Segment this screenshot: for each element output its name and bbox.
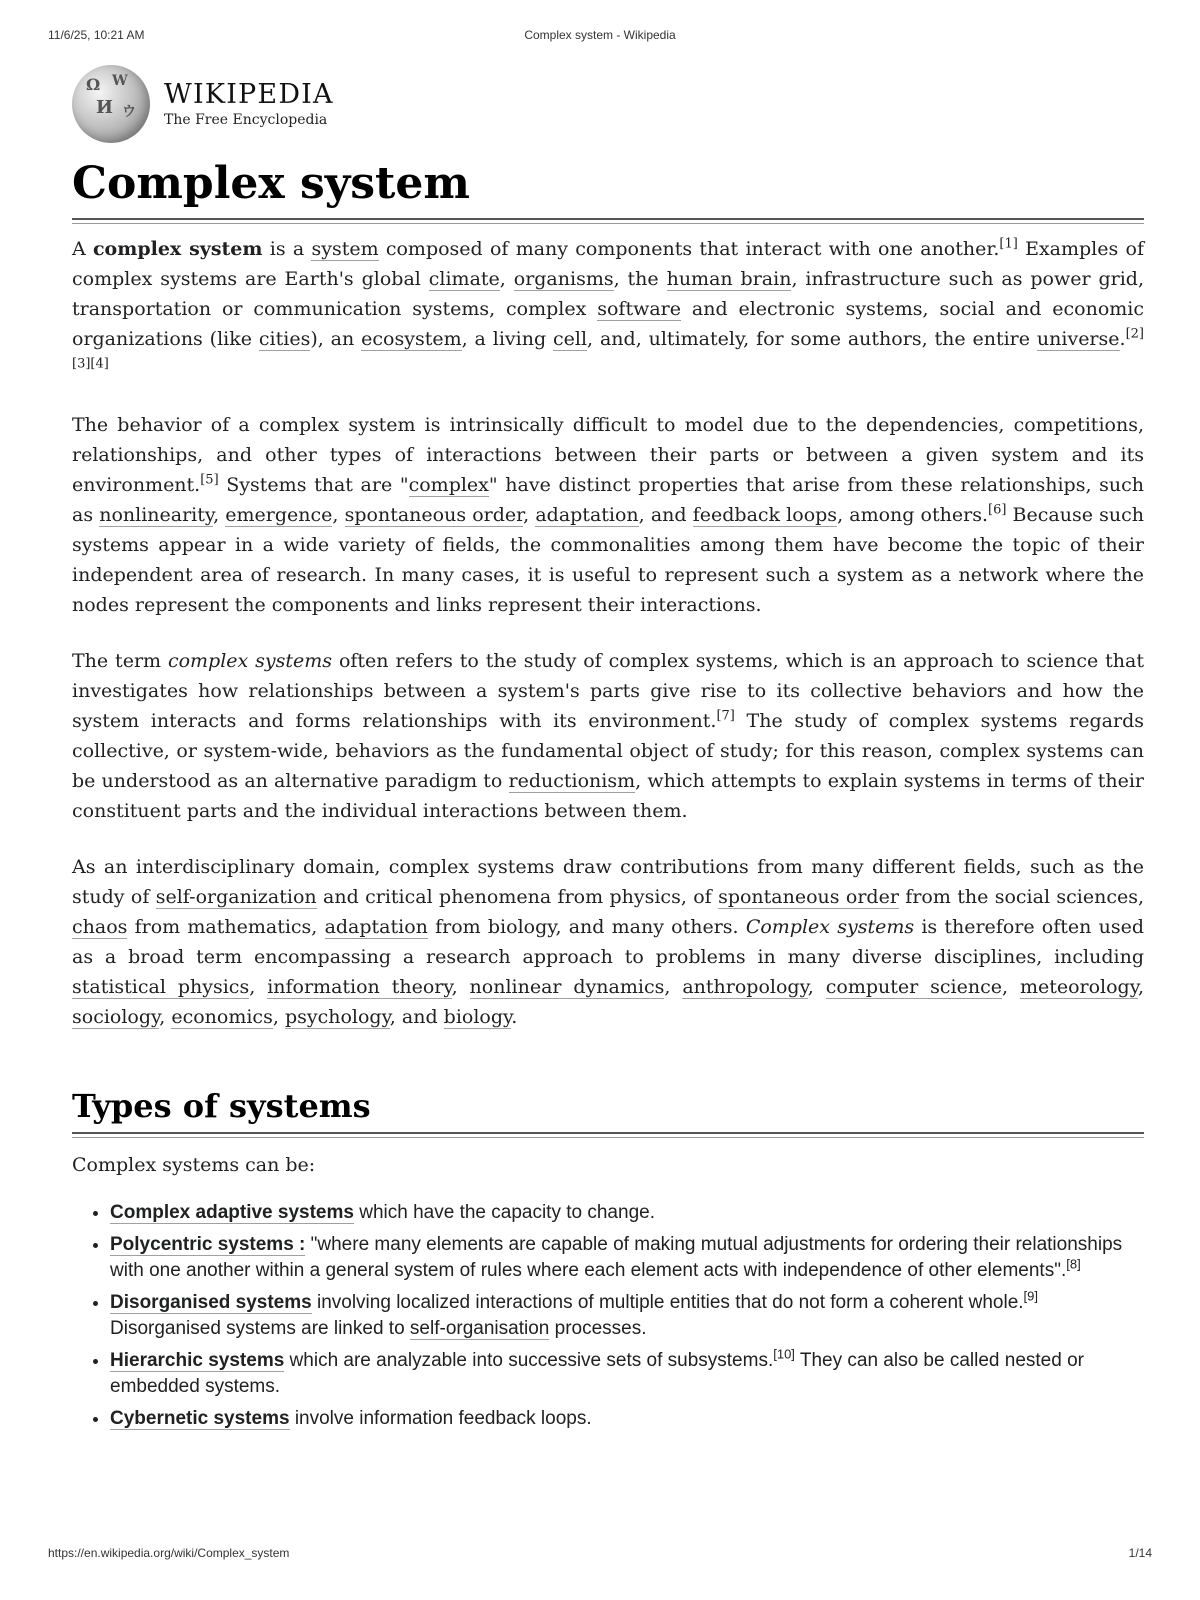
- paragraph-2: The behavior of a complex system is intrinsically difficult to model due to the dependencies, competitions, relationships, and other types of interactions between their parts or between a given system and its environment.[5] Systems that are "complex" have distinct properties that arise from these relationships, such as nonlinearity, emergence, spontaneous order, adaptation, and feedback loops, among others.[6] Because such systems appear in a wide variety of fields, the commonalities among them have become the topic of their independent area of research. In many cases, it is useful to represent such a system as a network where the nodes represent the components and links represent their interactions.: [72, 414, 1144, 616]
- link-computer-science[interactable]: computer science: [825, 976, 1002, 998]
- title-divider: [72, 218, 1144, 224]
- list-item: • Cybernetic systems involve information feedback loops.: [110, 1406, 1144, 1432]
- ref-8[interactable]: [8]: [1066, 1256, 1081, 1272]
- link-cell[interactable]: cell: [553, 328, 588, 350]
- link-ecosystem[interactable]: ecosystem: [361, 328, 462, 350]
- link-reductionism[interactable]: reductionism: [508, 770, 636, 792]
- link-disorganised-systems[interactable]: Disorganised systems: [110, 1292, 312, 1313]
- link-complex-adaptive-systems[interactable]: Complex adaptive systems: [110, 1202, 354, 1223]
- link-complex[interactable]: complex: [408, 474, 489, 496]
- ref-2-4[interactable]: [2][3][4]: [72, 326, 1144, 372]
- link-nonlinear-dynamics[interactable]: nonlinear dynamics: [469, 976, 665, 998]
- link-spontaneous-order[interactable]: spontaneous order: [344, 504, 524, 526]
- print-title: Complex system - Wikipedia: [524, 28, 676, 42]
- link-hierarchic-systems[interactable]: Hierarchic systems: [110, 1350, 285, 1371]
- link-cities[interactable]: cities: [258, 328, 311, 350]
- ref-5[interactable]: [5]: [200, 472, 219, 488]
- section-divider: [72, 1132, 1144, 1138]
- link-information-theory[interactable]: information theory: [267, 976, 452, 998]
- wikipedia-logo[interactable]: [72, 64, 1144, 144]
- article-content: [72, 64, 1144, 1438]
- print-header: [48, 28, 1152, 48]
- ref-7[interactable]: [7]: [716, 708, 735, 724]
- link-polycentric-systems[interactable]: Polycentric systems :: [110, 1234, 306, 1255]
- italic-term-2: Complex systems: [745, 916, 915, 938]
- ref-10[interactable]: [10]: [773, 1346, 795, 1362]
- link-psychology[interactable]: psychology: [284, 1006, 390, 1028]
- link-universe[interactable]: universe: [1036, 328, 1120, 350]
- italic-term: complex systems: [167, 650, 333, 672]
- link-adaptation[interactable]: adaptation: [535, 504, 639, 526]
- paragraph-3: The term complex systems often refers to the study of complex systems, which is an approach to science that investigates how relationships between a system's parts give rise to its collective behaviors and how the system interacts and forms relationships with its environment.[7] The study of complex systems regards collective, or system-wide, behaviors as the fundamental object of study; for this reason, complex systems can be understood as an alternative paradigm to reductionism, which attempts to explain systems in terms of their constituent parts and the individual interactions between them.: [72, 650, 1145, 822]
- link-anthropology[interactable]: anthropology: [682, 976, 808, 998]
- ref-1[interactable]: [1]: [999, 236, 1018, 252]
- list-item: • Polycentric systems : "where many elements are capable of making mutual adjustments for ordering their relationships with one another within a general system of rules where each element acts with independence of other elements".[8]: [110, 1232, 1144, 1284]
- wordmark-name: WIKIPEDIA: [164, 79, 334, 110]
- section-intro: Complex systems can be:: [72, 1154, 316, 1176]
- print-date: 11/6/25, 10:21 AM: [48, 28, 145, 42]
- link-system[interactable]: system: [311, 238, 379, 260]
- globe-icon: Ω W И ウ: [72, 65, 150, 143]
- link-self-organization[interactable]: self-organization: [155, 886, 317, 908]
- link-human-brain[interactable]: human brain: [666, 268, 792, 290]
- ref-9[interactable]: [9]: [1023, 1288, 1039, 1304]
- ref-6[interactable]: [6]: [988, 502, 1007, 518]
- link-spontaneous-order-2[interactable]: spontaneous order: [718, 886, 899, 908]
- link-climate[interactable]: climate: [428, 268, 500, 290]
- link-nonlinearity[interactable]: nonlinearity: [99, 504, 214, 526]
- wordmark: [164, 80, 334, 128]
- section-heading: Types of systems: [72, 1087, 371, 1125]
- link-cybernetic-systems[interactable]: Cybernetic systems: [110, 1408, 290, 1429]
- page-number: 1/14: [1128, 1546, 1152, 1560]
- page-title: Complex system: [72, 158, 470, 209]
- link-feedback-loops[interactable]: feedback loops: [692, 504, 838, 526]
- link-economics[interactable]: economics: [171, 1006, 273, 1028]
- link-emergence[interactable]: emergence: [225, 504, 333, 526]
- paragraph-4: As an interdisciplinary domain, complex systems draw contributions from many different fields, such as the study of self-organization and critical phenomena from physics, of spontaneous order from the social sciences, chaos from mathematics, adaptation from biology, and many others. Complex systems is therefore often used as a broad term encompassing a research approach to problems in many diverse disciplines, including statistical physics, information theory, nonlinear dynamics, anthropology, computer science, meteorology, sociology, economics, psychology, and biology.: [72, 856, 1145, 1028]
- link-software[interactable]: software: [597, 298, 681, 320]
- link-chaos[interactable]: chaos: [72, 916, 128, 938]
- list-item: • Complex adaptive systems which have the capacity to change.: [110, 1200, 1144, 1226]
- link-sociology[interactable]: sociology: [72, 1006, 160, 1028]
- link-meteorology[interactable]: meteorology: [1019, 976, 1138, 998]
- bold-term: complex system: [92, 238, 263, 260]
- types-list: [72, 1200, 1144, 1432]
- link-self-organisation[interactable]: self-organisation: [409, 1318, 550, 1339]
- list-item: • Disorganised systems involving localized interactions of multiple entities that do not form a coherent whole.[9] Disorganised systems are linked to self-organisation processes.: [110, 1290, 1144, 1342]
- wordmark-tagline: The Free Encyclopedia: [164, 112, 328, 128]
- print-url: https://en.wikipedia.org/wiki/Complex_system: [48, 1546, 290, 1560]
- list-item: • Hierarchic systems which are analyzable into successive sets of subsystems.[10] They can also be called nested or embedded systems.: [110, 1348, 1144, 1400]
- paragraph-1: A complex system is a system composed of many components that interact with one another.[1] Examples of complex systems are Earth's global climate, organisms, the human brain, infrastructure such as power grid, transportation or communication systems, complex software and electronic systems, social and economic organizations (like cities), an ecosystem, a living cell, and, ultimately, for some authors, the entire universe.[2][3][4]: [72, 236, 1144, 372]
- link-adaptation-2[interactable]: adaptation: [324, 916, 428, 938]
- link-biology[interactable]: biology: [443, 1006, 512, 1028]
- link-organisms[interactable]: organisms: [513, 268, 614, 290]
- link-statistical-physics[interactable]: statistical physics: [72, 976, 250, 998]
- print-footer: [48, 1546, 1152, 1566]
